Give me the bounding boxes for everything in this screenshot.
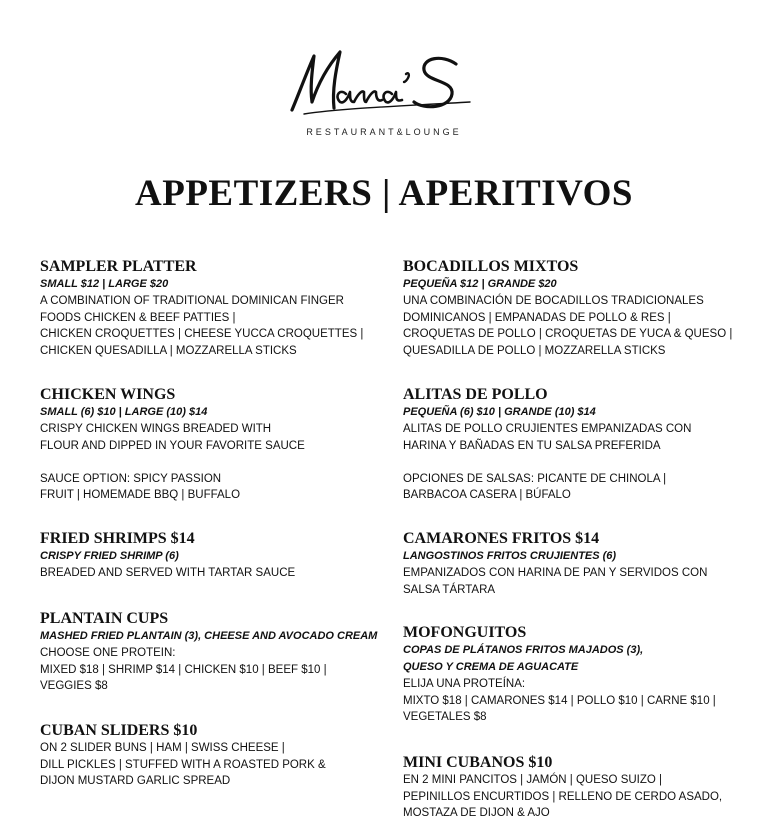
item-description: CHOOSE ONE PROTEIN: xyxy=(40,647,176,659)
item-price: COPAS DE PLÁTANOS FRITOS MAJADOS (3), xyxy=(403,644,644,656)
page-title: APPETIZERS | APERITIVOS xyxy=(135,173,633,214)
item-description: EN 2 MINI PANCITOS | JAMÓN | QUESO SUIZO | xyxy=(403,774,663,786)
item-description: CHICKEN CROQUETTES | CHEESE YUCCA CROQUETTES | xyxy=(40,328,364,341)
spacer xyxy=(40,454,400,471)
item-description: ALITAS DE POLLO CRUJIENTES EMPANIZADAS CON xyxy=(403,423,692,435)
item-description: DILL PICKLES | STUFFED WITH A ROASTED PORK & xyxy=(40,758,326,771)
menu-item xyxy=(403,624,763,726)
item-description: DOMINICANOS | EMPANADAS DE POLLO & RES | xyxy=(403,311,671,324)
item-description: MOSTAZA DE DIJON & AJO xyxy=(403,807,550,820)
item-description: MIXED $18 | SHRIMP $14 | CHICKEN $10 | BEEF $10 | xyxy=(40,663,327,676)
item-name: MINI CUBANOS $10 xyxy=(403,754,553,771)
item-description: HARINA Y BAÑADAS EN TU SALSA PREFERIDA xyxy=(403,439,661,452)
item-price: SMALL $12 | LARGE $20 xyxy=(40,278,169,290)
item-price: SMALL (6) $10 | LARGE (10) $14 xyxy=(40,406,208,418)
item-description: PEPINILLOS ENCURTIDOS | RELLENO DE CERDO ASADO, xyxy=(403,790,723,803)
item-description: FOODS CHICKEN & BEEF PATTIES | xyxy=(40,311,236,324)
item-name: CHICKEN WINGS xyxy=(40,386,176,403)
item-price: PEQUEÑA (6) $10 | GRANDE (10) $14 xyxy=(403,406,596,418)
item-description: ELIJA UNA PROTEÍNA: xyxy=(403,678,526,690)
spacer xyxy=(403,454,763,471)
item-description: DIJON MUSTARD GARLIC SPREAD xyxy=(40,775,231,788)
item-description: OPCIONES DE SALSAS: PICANTE DE CHINOLA | xyxy=(403,472,667,485)
item-description: FRUIT | HOMEMADE BBQ | BUFFALO xyxy=(40,489,241,502)
item-description: MIXTO $18 | CAMARONES $14 | POLLO $10 | CARNE $10 | xyxy=(403,694,716,707)
item-description: ON 2 SLIDER BUNS | HAM | SWISS CHEESE | xyxy=(40,742,285,754)
menu-item xyxy=(403,258,763,359)
item-description: VEGGIES $8 xyxy=(40,680,108,693)
item-description: VEGETALES $8 xyxy=(403,711,487,724)
item-price: MASHED FRIED PLANTAIN (3), CHEESE AND AVOCADO CREAM xyxy=(40,630,378,642)
item-description: A COMBINATION OF TRADITIONAL DOMINICAN FINGER xyxy=(40,295,344,307)
menu-item xyxy=(40,258,400,359)
item-description: QUESADILLA DE POLLO | MOZZARELLA STICKS xyxy=(403,344,666,357)
item-name: BOCADILLOS MIXTOS xyxy=(403,258,579,275)
item-name: ALITAS DE POLLO xyxy=(403,386,548,403)
item-name: PLANTAIN CUPS xyxy=(40,610,169,627)
item-price: CRISPY FRIED SHRIMP (6) xyxy=(40,550,179,562)
item-name: CUBAN SLIDERS $10 xyxy=(40,722,198,739)
item-description: SALSA TÁRTARA xyxy=(403,583,496,596)
menu-item xyxy=(40,530,400,582)
item-description: UNA COMBINACIÓN DE BOCADILLOS TRADICIONALES xyxy=(403,295,704,307)
item-price: LANGOSTINOS FRITOS CRUJIENTES (6) xyxy=(403,550,617,562)
menu-item xyxy=(403,530,763,598)
item-description: EMPANIZADOS CON HARINA DE PAN Y SERVIDOS CON xyxy=(403,567,708,579)
item-name: MOFONGUITOS xyxy=(403,624,527,641)
item-description: CROQUETAS DE POLLO | CROQUETAS DE YUCA & QUESO | xyxy=(403,328,733,341)
item-description: FLOUR AND DIPPED IN YOUR FAVORITE SAUCE xyxy=(40,439,305,452)
menu-item xyxy=(403,754,763,822)
menu-item xyxy=(40,610,400,695)
item-name: SAMPLER PLATTER xyxy=(40,258,197,275)
item-price: PEQUEÑA $12 | GRANDE $20 xyxy=(403,278,557,290)
item-description: BREADED AND SERVED WITH TARTAR SAUCE xyxy=(40,567,296,579)
item-name: FRIED SHRIMPS $14 xyxy=(40,530,195,547)
logo-subtitle: RESTAURANT&LOUNGE xyxy=(306,127,462,137)
item-description: CRISPY CHICKEN WINGS BREADED WITH xyxy=(40,423,272,435)
menu-item xyxy=(40,722,400,790)
logo xyxy=(0,44,768,124)
item-name: CAMARONES FRITOS $14 xyxy=(403,530,600,547)
menu-item xyxy=(403,386,763,504)
item-price: QUESO Y CREMA DE AGUACATE xyxy=(403,661,579,673)
item-description: CHICKEN QUESADILLA | MOZZARELLA STICKS xyxy=(40,344,297,357)
mamas-script-logo xyxy=(284,44,484,124)
item-description: SAUCE OPTION: SPICY PASSION xyxy=(40,472,222,485)
item-description: BARBACOA CASERA | BÚFALO xyxy=(403,489,571,502)
menu-item xyxy=(40,386,400,504)
